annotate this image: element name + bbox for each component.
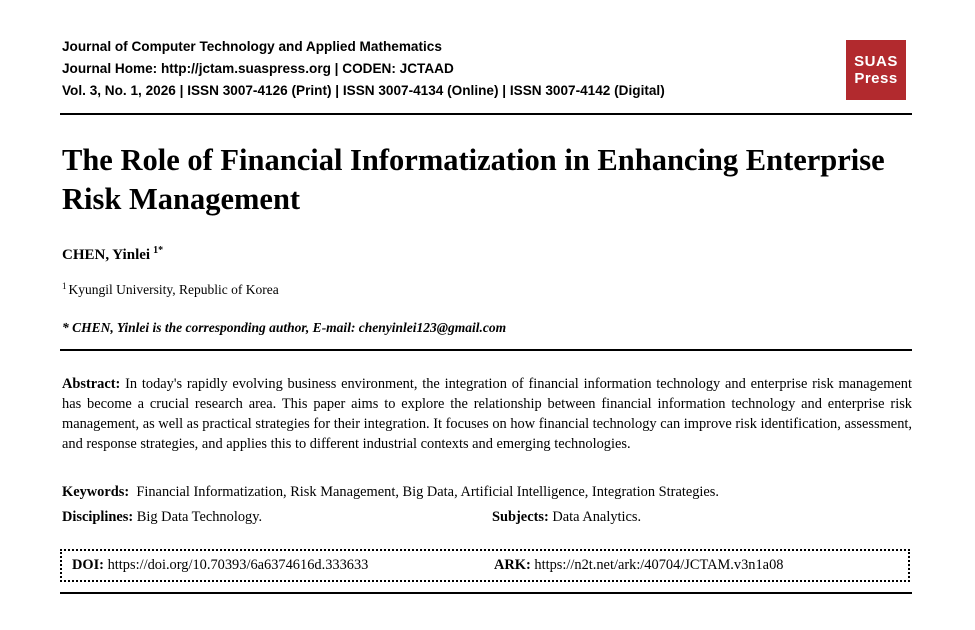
doi-line [72, 557, 368, 574]
suas-press-logo [846, 40, 906, 100]
logo-line-2: Press [854, 70, 898, 87]
journal-home: Journal Home: http://jctam.suaspress.org | CODEN: JCTAAD [62, 61, 454, 76]
subjects-line [492, 509, 641, 526]
affiliation-line [62, 281, 279, 298]
disciplines-label: Disciplines: [62, 509, 134, 525]
ark-line [494, 557, 783, 574]
footer-divider [60, 592, 912, 594]
subjects-label: Subjects: [492, 509, 549, 525]
subjects: Data Analytics. [552, 509, 642, 525]
identifier-box [60, 549, 910, 582]
corresponding-author: * CHEN, Yinlei is the corresponding author, E-mail: chenyinlei123@gmail.com [62, 320, 507, 335]
author-name: CHEN, Yinlei [62, 247, 151, 263]
abstract [62, 374, 912, 454]
disciplines: Big Data Technology. [136, 509, 263, 525]
keywords-label: Keywords: [62, 484, 130, 500]
ark-label: ARK: [494, 557, 531, 573]
header-divider [60, 113, 912, 115]
author-superscript: 1* [153, 245, 164, 256]
abstract-label: Abstract: [62, 376, 121, 392]
affiliation: Kyungil University, Republic of Korea [68, 282, 279, 297]
doi-link[interactable]: https://doi.org/10.70393/6a6374616d.333633 [107, 557, 369, 573]
affiliation-superscript: 1 [62, 281, 67, 291]
keywords: Financial Informatization, Risk Management, Big Data, Artificial Intelligence, Integration Strategies. [136, 484, 720, 500]
doi-label: DOI: [72, 557, 104, 573]
article-title: The Role of Financial Informatization in Enhancing Enterprise Risk Management [62, 143, 885, 216]
abstract-text: In today's rapidly evolving business environment, the integration of financial information technology and enterprise risk management has become a crucial research area. This paper aims to explore the relationship between financial information technology and enterprise risk management, as well as practical strategies for their integration. It focuses on how financial technology can improve risk identification, assessment, and response strategies, and applies this to different industrial contexts and emerging technologies. [62, 376, 912, 452]
journal-name: Journal of Computer Technology and Applied Mathematics [62, 39, 442, 54]
logo-line-1: SUAS [854, 53, 898, 70]
journal-volume-issn: Vol. 3, No. 1, 2026 | ISSN 3007-4126 (Print) | ISSN 3007-4134 (Online) | ISSN 3007-4142 (Digital) [62, 83, 665, 98]
journal-header [62, 36, 665, 102]
abstract-top-divider [60, 349, 912, 351]
author-line [62, 245, 163, 264]
ark-link[interactable]: https://n2t.net/ark:/40704/JCTAM.v3n1a08 [534, 557, 784, 573]
keywords-line [62, 484, 719, 501]
disciplines-line [62, 509, 262, 526]
